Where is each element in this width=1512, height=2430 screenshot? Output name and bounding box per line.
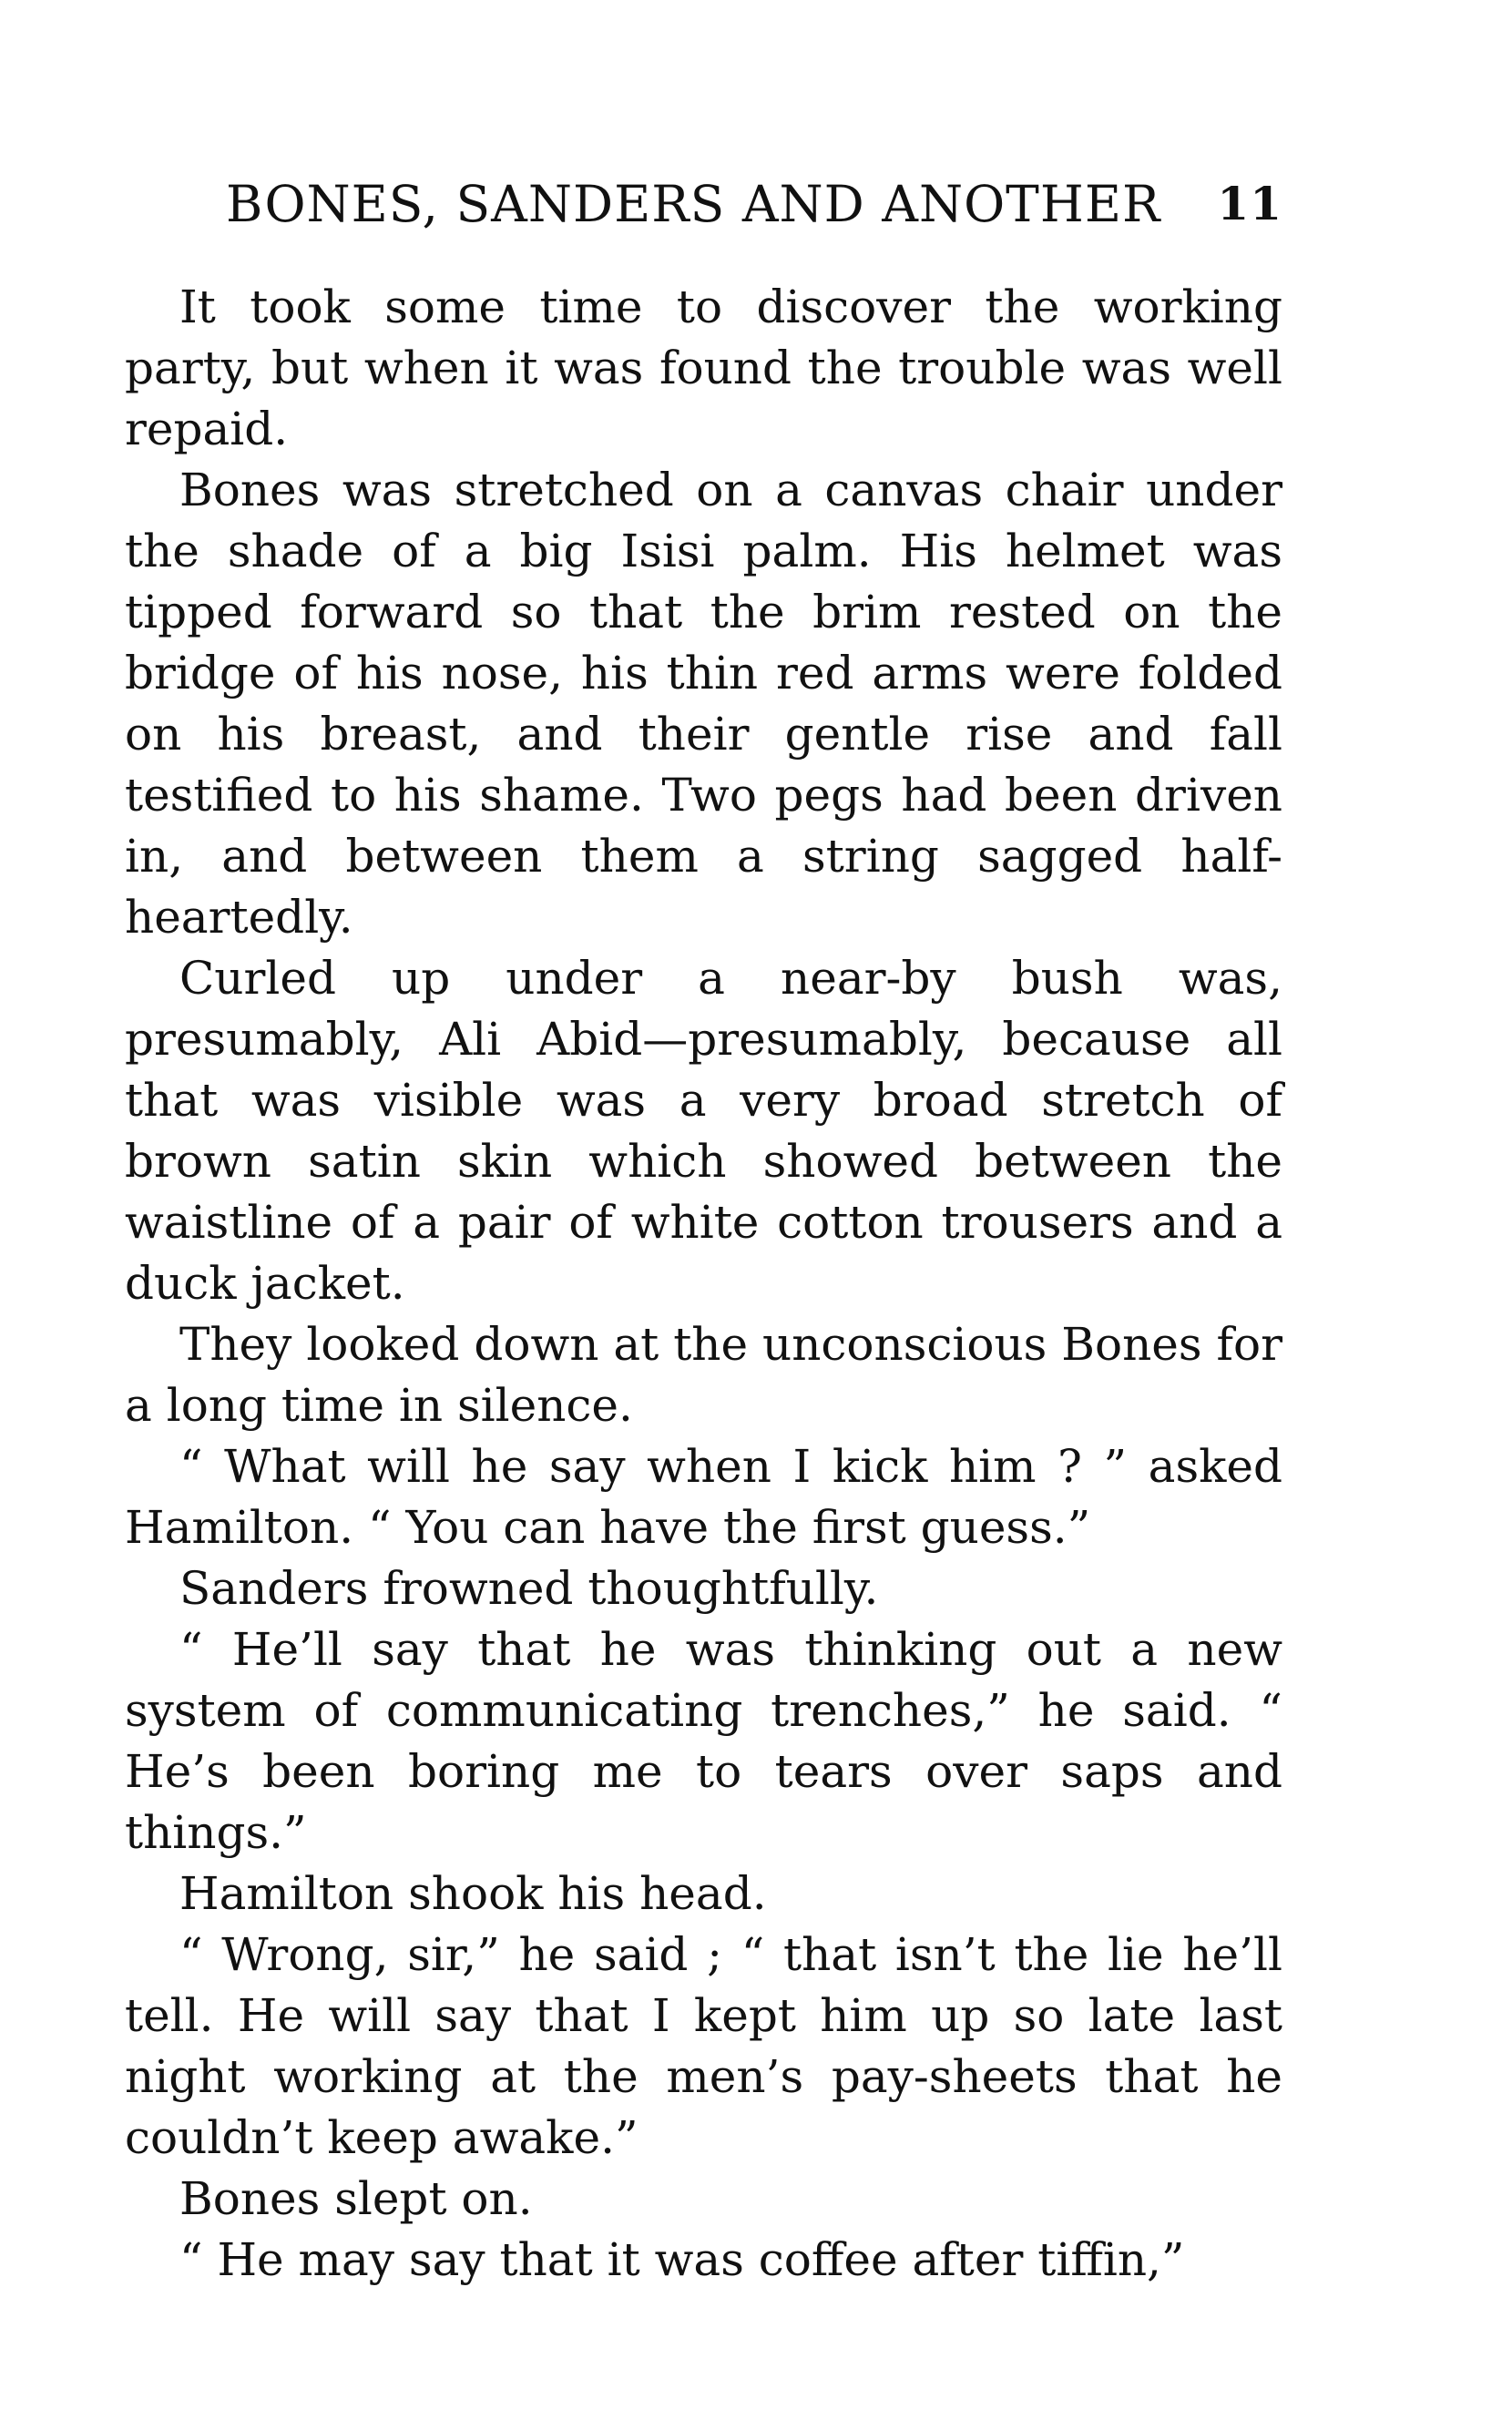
running-title: BONES, SANDERS AND ANOTHER <box>226 175 1161 233</box>
paragraph: Curled up under a near-by bush was, presumably, Ali Abid—presumably, because all that was visible was a very broad stretch of brown satin skin which showed between the waistline of a pair of white cotton trousers and a duck jacket. <box>125 952 1282 1310</box>
body-text <box>125 277 1282 2291</box>
running-head <box>226 171 1282 237</box>
paragraph: “ He may say that it was coffee after tiffin,” <box>179 2233 1185 2286</box>
paragraph: “ Wrong, sir,” he said ; “ that isn’t the lie he’ll tell. He will say that I kept him up so late last night working at the men’s pay-sheets that he couldn’t keep awake.” <box>125 1928 1282 2164</box>
paragraph: Sanders frowned thoughtfully. <box>179 1562 879 1615</box>
paragraph: It took some time to discover the working party, but when it was found the trouble was well repaid. <box>125 281 1282 455</box>
page-number: 11 <box>1217 177 1282 230</box>
paragraph: They looked down at the unconscious Bones for a long time in silence. <box>125 1318 1282 1432</box>
paragraph: “ He’ll say that he was thinking out a new system of communicating trenches,” he said. “ He’s been boring me to tears over saps and things.” <box>125 1623 1282 1859</box>
paragraph: “ What will he say when I kick him ? ” asked Hamilton. “ You can have the first guess.” <box>125 1440 1282 1554</box>
paragraph: Bones was stretched on a canvas chair under the shade of a big Isisi palm. His helmet was tipped forward so that the brim rested on the bridge of his nose, his thin red arms were folded on his breast, and their gentle rise and fall testified to his shame. Two pegs had been driven in, and between them a string sagged half-heartedly. <box>125 464 1282 944</box>
paragraph: Bones slept on. <box>179 2172 533 2225</box>
paragraph: Hamilton shook his head. <box>179 1867 767 1920</box>
